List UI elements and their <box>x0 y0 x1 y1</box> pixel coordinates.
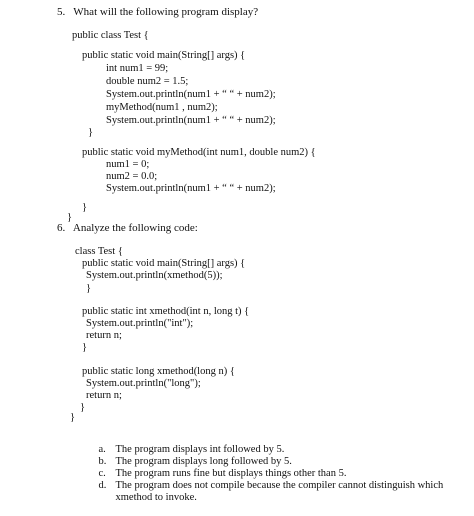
code-line: System.out.println(xmethod(5)); <box>86 270 223 281</box>
code-line: public static void main(String[] args) { <box>82 258 246 269</box>
code-line: System.out.println("long"); <box>86 378 201 389</box>
code-line: int num1 = 99; <box>106 63 169 74</box>
option-letter: a. <box>98 444 106 455</box>
option-letter: d. <box>98 480 107 491</box>
option-text: The program does not compile because the compiler cannot distinguish which <box>115 480 444 491</box>
code-line: public static void myMethod(int num1, double num2) { <box>82 147 316 158</box>
code-line: public static int xmethod(int n, long t) { <box>82 306 250 317</box>
code-line: return n; <box>86 330 122 341</box>
question-6-heading: 6. Analyze the following code: <box>57 222 198 234</box>
option-letter: c. <box>98 468 106 479</box>
code-line: } <box>82 342 88 353</box>
option-text: The program runs fine but displays things other than 5. <box>115 468 347 479</box>
code-line: System.out.println(num1 + “ “ + num2); <box>106 183 276 194</box>
code-line: public static void main(String[] args) { <box>82 50 246 61</box>
code-line: } <box>80 402 86 413</box>
code-line: num1 = 0; <box>106 159 150 170</box>
code-line: myMethod(num1 , num2); <box>106 102 218 113</box>
code-line: public static long xmethod(long n) { <box>82 366 235 377</box>
code-line: public class Test { <box>72 30 149 41</box>
code-line: } <box>70 412 76 423</box>
code-line: } <box>86 283 92 294</box>
code-line: } <box>67 212 73 223</box>
code-line: System.out.println(num1 + “ “ + num2); <box>106 115 276 126</box>
code-line: return n; <box>86 390 122 401</box>
code-line: System.out.println(num1 + “ “ + num2); <box>106 89 276 100</box>
code-line: } <box>88 127 94 138</box>
code-line: num2 = 0.0; <box>106 171 158 182</box>
code-line: System.out.println("int"); <box>86 318 194 329</box>
option-letter: b. <box>98 456 107 467</box>
option-text: The program displays long followed by 5. <box>115 456 292 467</box>
option-text: xmethod to invoke. <box>115 492 197 503</box>
answer-option-d-continuation <box>105 480 197 516</box>
code-line: class Test { <box>75 246 123 257</box>
option-text: The program displays int followed by 5. <box>115 444 285 455</box>
question-5-heading: 5. What will the following program display? <box>57 6 259 18</box>
code-line: double num2 = 1.5; <box>106 76 189 87</box>
code-line: } <box>82 202 88 213</box>
